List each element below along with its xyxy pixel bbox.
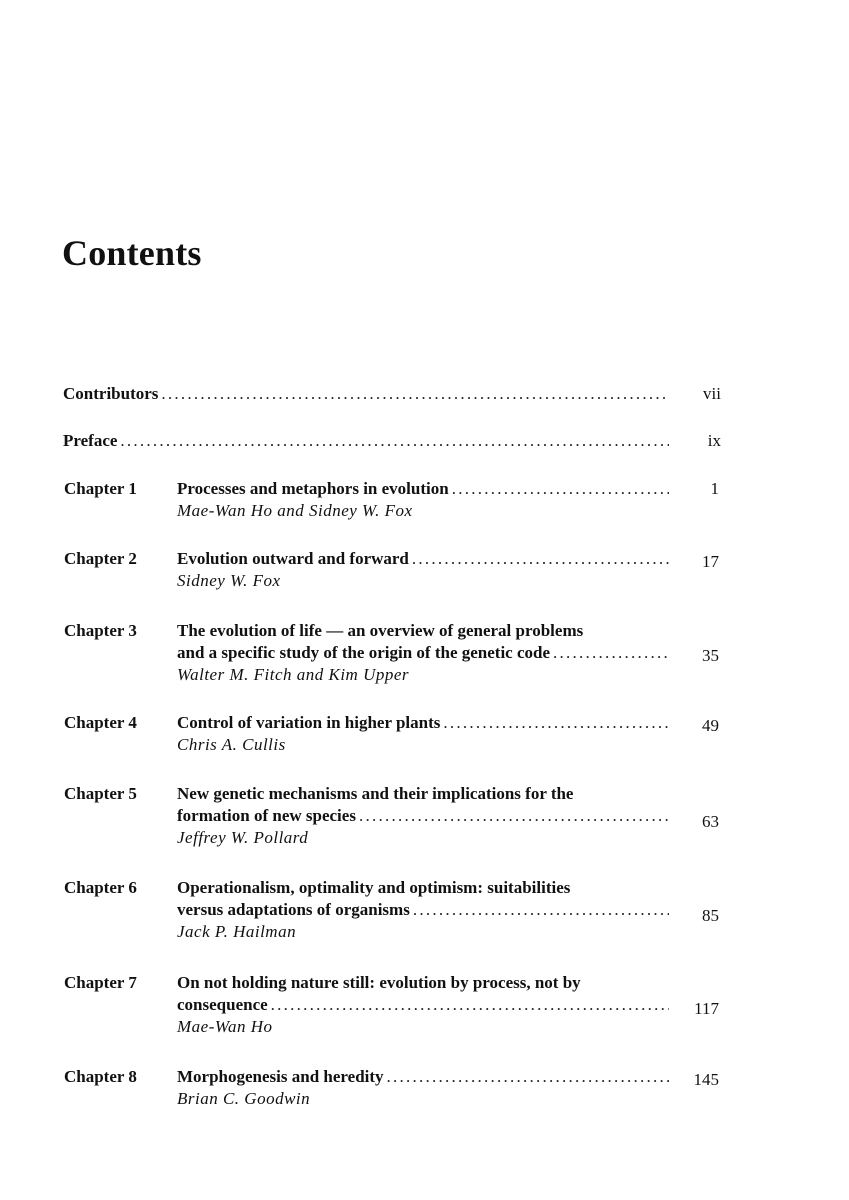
chapter-authors: Walter M. Fitch and Kim Upper [177, 665, 410, 684]
chapter-authors: Mae-Wan Ho and Sidney W. Fox [177, 501, 413, 520]
toc-entry-chapter-2[interactable] [0, 548, 849, 596]
chapter-body [177, 783, 669, 849]
page-number: vii [703, 384, 721, 403]
chapter-title: and a specific study of the origin of the genetic code [177, 643, 551, 662]
toc-entry-chapter-3[interactable] [0, 620, 849, 690]
toc-entry-chapter-8[interactable] [0, 1066, 849, 1114]
dot-leader [387, 1066, 669, 1088]
dot-leader [161, 383, 669, 405]
page-number: 49 [702, 716, 719, 735]
chapter-authors: Mae-Wan Ho [177, 1017, 273, 1036]
toc-entry-line [63, 430, 669, 452]
chapter-label: Chapter 8 [64, 1067, 137, 1086]
chapter-title-line [177, 548, 669, 570]
chapter-title: versus adaptations of organisms [177, 900, 410, 919]
page-title: Contents [62, 233, 202, 273]
chapter-title: Processes and metaphors in evolution [177, 479, 449, 498]
chapter-label: Chapter 1 [64, 479, 137, 498]
chapter-title-line [177, 1066, 669, 1088]
chapter-body [177, 620, 669, 686]
page-number: 145 [693, 1070, 719, 1089]
toc-entry-chapter-1[interactable] [0, 478, 849, 526]
chapter-label: Chapter 4 [64, 713, 137, 732]
dot-leader [120, 430, 669, 452]
toc-entry-line [63, 383, 669, 405]
page-number: ix [707, 431, 721, 450]
chapter-authors: Chris A. Cullis [177, 735, 286, 754]
dot-leader [271, 994, 669, 1016]
chapter-title: The evolution of life — an overview of general problems [177, 621, 584, 640]
chapter-title-line [177, 478, 669, 500]
chapter-title-line [177, 620, 669, 642]
chapter-title-line [177, 899, 669, 921]
toc-entry-chapter-7[interactable] [0, 972, 849, 1042]
chapter-body [177, 972, 669, 1038]
toc-entry-chapter-6[interactable] [0, 877, 849, 947]
dot-leader [553, 642, 669, 664]
dot-leader [413, 899, 669, 921]
page-number: 17 [702, 552, 719, 571]
chapter-body [177, 877, 669, 943]
page-number: 35 [702, 646, 719, 665]
chapter-authors: Brian C. Goodwin [177, 1089, 311, 1108]
chapter-title: formation of new species [177, 806, 356, 825]
chapter-title-line [177, 877, 669, 899]
chapter-title: consequence [177, 995, 268, 1014]
chapter-title-line [177, 642, 669, 664]
page-number: 63 [702, 812, 719, 831]
chapter-title: Operationalism, optimality and optimism: suitabilities [177, 878, 571, 897]
chapter-title-line [177, 712, 669, 734]
chapter-body [177, 548, 669, 592]
chapter-title-line [177, 972, 669, 994]
chapter-title: On not holding nature still: evolution by process, not by [177, 973, 581, 992]
page-number: 117 [694, 999, 719, 1018]
chapter-body [177, 1066, 669, 1110]
page-number: 1 [710, 479, 719, 498]
toc-entry-title: Contributors [63, 384, 159, 403]
chapter-label: Chapter 5 [64, 784, 137, 803]
chapter-authors: Jeffrey W. Pollard [177, 828, 309, 847]
chapter-label: Chapter 2 [64, 549, 137, 568]
chapter-authors: Sidney W. Fox [177, 571, 281, 590]
toc-entry-chapter-4[interactable] [0, 712, 849, 760]
chapter-authors: Jack P. Hailman [177, 922, 297, 941]
chapter-title-line [177, 805, 669, 827]
dot-leader [443, 712, 669, 734]
chapter-title-line [177, 994, 669, 1016]
chapter-title: Evolution outward and forward [177, 549, 409, 568]
toc-entry-chapter-5[interactable] [0, 783, 849, 853]
dot-leader [452, 478, 669, 500]
chapter-title-line [177, 783, 669, 805]
toc-entry-title: Preface [63, 431, 118, 450]
chapter-label: Chapter 6 [64, 878, 137, 897]
page-number: 85 [702, 906, 719, 925]
chapter-title: Morphogenesis and heredity [177, 1067, 384, 1086]
dot-leader [359, 805, 669, 827]
dot-leader [412, 548, 669, 570]
chapter-body [177, 712, 669, 756]
chapter-label: Chapter 7 [64, 973, 137, 992]
chapter-title: Control of variation in higher plants [177, 713, 441, 732]
chapter-title: New genetic mechanisms and their implications for the [177, 784, 574, 803]
chapter-label: Chapter 3 [64, 621, 137, 640]
chapter-body [177, 478, 669, 522]
